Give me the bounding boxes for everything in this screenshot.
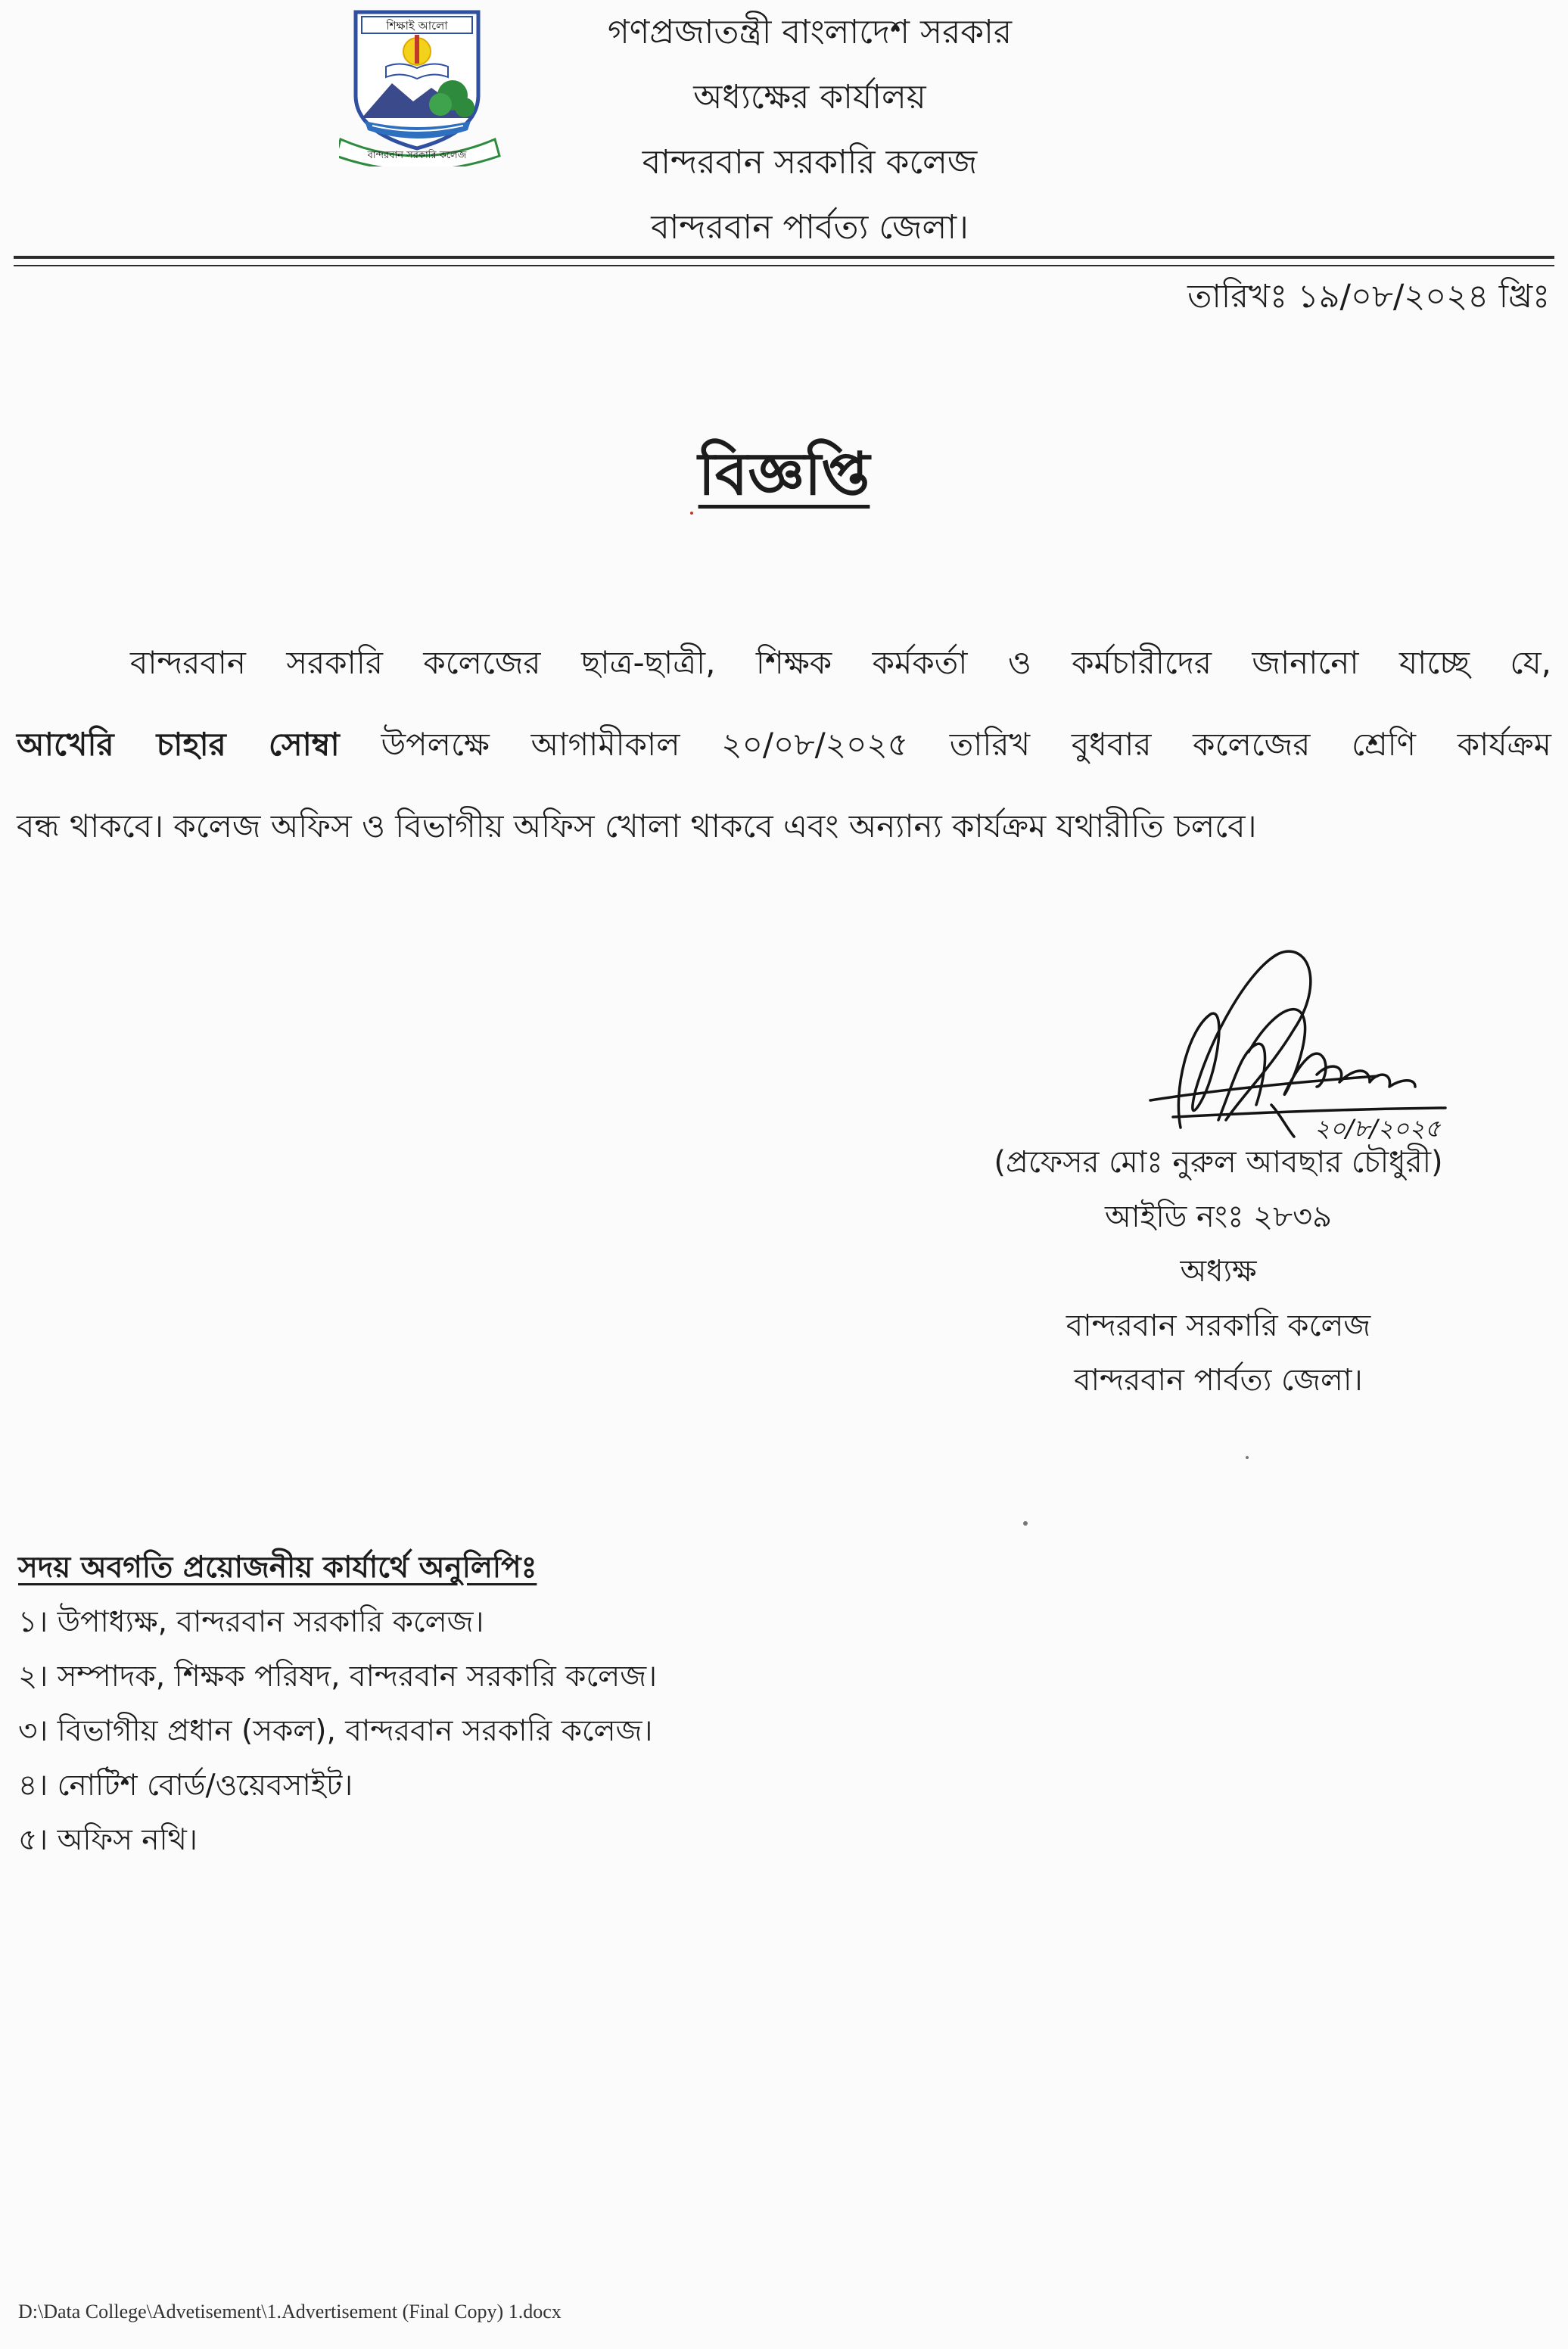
notice-body [17,622,1551,867]
college-logo [339,5,506,166]
handwritten-signature [1128,938,1476,1158]
copy-to-section [18,1541,657,1868]
header-line-government: গণপ্রজাতন্ত্রী বাংলাদেশ সরকার [607,13,1013,51]
logo-ribbon-text: বান্দরবান সরকারি কলেজ [367,150,467,161]
copy-to-item: ২। সম্পাদক, শিক্ষক পরিষদ, বান্দরবান সরকারি কলেজ। [18,1660,658,1694]
signatory-name: (প্রফেসর মোঃ নুরুল আবছার চৌধুরী) [994,1145,1443,1180]
header-line-district: বান্দরবান পার্বত্য জেলা। [651,208,969,247]
signatory-district: বান্দরবান পার্বত্য জেলা। [1074,1363,1363,1398]
notice-date: তারিখঃ ১৯/০৮/২০২৪ খ্রিঃ [1187,278,1550,316]
notice-title [0,428,1568,527]
event-name: আখেরি চাহার সোম্বা [17,726,340,763]
header-rule [14,256,1554,259]
copy-to-item: ৪। নোটিশ বোর্ড/ওয়েবসাইট। [18,1769,353,1803]
header-line-office: অধ্যক্ষের কার্যালয় [693,78,926,117]
scan-speck [1246,1456,1249,1459]
logo-banner-text: শিক্ষাই আলো [386,19,448,33]
scan-speck [690,512,693,515]
signatory-designation: অধ্যক্ষ [1180,1254,1257,1289]
signatory-block [931,1135,1506,1408]
copy-to-item: ১। উপাধ্যক্ষ, বান্দরবান সরকারি কলেজ। [18,1605,484,1639]
scan-speck [1023,1521,1028,1526]
notice-title-text: বিজ্ঞপ্তি [698,440,870,509]
signature-date: ২০/৮/২০২৫ [1314,1114,1441,1143]
signatory-institution: বান্দরবান সরকারি কলেজ [1066,1308,1371,1343]
body-line-2 [17,704,1551,786]
header-rule-thin [14,265,1554,266]
copy-to-title: সদয় অবগতি প্রয়োজনীয় কার্যার্থে অনুলিপিঃ [18,1551,537,1585]
file-path-footer: D:\Data College\Advetisement\1.Advertisement (Final Copy) 1.docx [18,2301,562,2323]
header-line-college: বান্দরবান সরকারি কলেজ [642,143,978,182]
copy-to-item: ৩। বিভাগীয় প্রধান (সকল), বান্দরবান সরকারি কলেজ। [18,1714,653,1748]
body-line-2-rest: উপলক্ষে আগামীকাল ২০/০৮/২০২৫ তারিখ বুধবার কলেজের শ্রেণি কার্যক্রম [339,726,1551,763]
body-line-3: বন্ধ থাকবে। কলেজ অফিস ও বিভাগীয় অফিস খোলা থাকবে এবং অন্যান্য কার্যক্রম যথারীতি চলবে। [17,807,1257,845]
office-header [499,0,1120,260]
body-line-1: বান্দরবান সরকারি কলেজের ছাত্র-ছাত্রী, শিক্ষক কর্মকর্তা ও কর্মচারীদের জানানো যাচ্ছে যে, [130,644,1551,681]
copy-to-item: ৫। অফিস নথি। [18,1823,198,1857]
signatory-id: আইডি নংঃ ২৮৩৯ [1104,1199,1333,1234]
